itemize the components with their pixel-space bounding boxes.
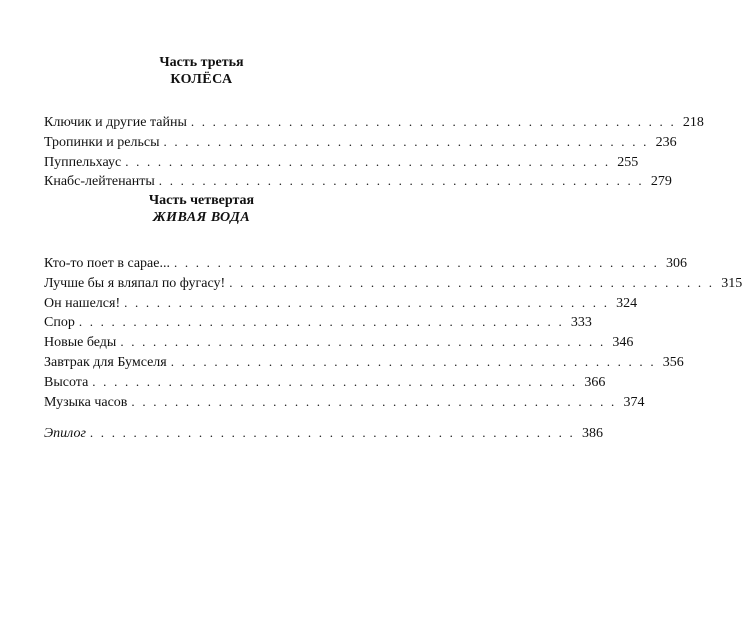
entry-page: 346: [612, 335, 634, 351]
dot-leader: . . . . . . . . . . . . . . . . . . . . . . . . . . . . . . . . . . . . . . . . . . . . .: [92, 373, 578, 389]
entry-page: 315: [721, 275, 742, 291]
entry-title: Тропинки и рельсы: [44, 134, 160, 150]
part-title: КОЛЁСА: [170, 72, 233, 87]
toc-entry: [44, 353, 684, 373]
entry-title: Высота: [44, 374, 89, 390]
dot-leader: . . . . . . . . . . . . . . . . . . . . . . . . . . . . . . . . . . . . . . . . . . . . .: [158, 173, 644, 189]
entry-page: 386: [581, 426, 603, 442]
entry-page: 333: [570, 315, 592, 331]
entry-title: Ключик и другие тайны: [44, 115, 187, 130]
entry-page: 374: [623, 394, 645, 410]
part-heading: Часть третья: [159, 55, 244, 70]
entry-title: Кто-то поет в сарае...: [44, 256, 170, 271]
entry-title: Завтрак для Бумселя: [44, 354, 167, 370]
entry-title: Пуппельхаус: [44, 154, 122, 170]
part-three: [44, 54, 704, 192]
dot-leader: . . . . . . . . . . . . . . . . . . . . . . . . . . . . . . . . . . . . . . . . . . . . .: [131, 393, 617, 409]
entry-page: 279: [650, 174, 672, 190]
entry-page: 236: [655, 134, 677, 150]
entry-page: 366: [584, 374, 606, 390]
dot-leader: . . . . . . . . . . . . . . . . . . . . . . . . . . . . . . . . . . . . . . . . . . . . .: [89, 425, 575, 441]
dot-leader: . . . . . . . . . . . . . . . . . . . . . . . . . . . . . . . . . . . . . . . . . . . . .: [229, 274, 715, 290]
entry-page: 218: [682, 115, 704, 130]
entry-title: Эпилог: [44, 426, 86, 442]
part-heading: Часть четвертая: [148, 193, 255, 208]
entry-title: Спор: [44, 315, 75, 331]
dot-leader: . . . . . . . . . . . . . . . . . . . . . . . . . . . . . . . . . . . . . . . . . . . . .: [120, 334, 606, 350]
toc-entry: [44, 113, 704, 133]
dot-leader: . . . . . . . . . . . . . . . . . . . . . . . . . . . . . . . . . . . . . . . . . . . . .: [173, 255, 660, 270]
dot-leader: . . . . . . . . . . . . . . . . . . . . . . . . . . . . . . . . . . . . . . . . . . . . .: [78, 314, 564, 330]
toc-entry: [44, 393, 645, 413]
entry-title: Лучше бы я вляпал по фугасу!: [44, 275, 226, 291]
toc-entry: [44, 333, 634, 353]
dot-leader: . . . . . . . . . . . . . . . . . . . . . . . . . . . . . . . . . . . . . . . . . . . . .: [163, 133, 649, 149]
entry-page: 324: [616, 295, 638, 311]
entry-page: 306: [666, 256, 688, 271]
entry-title: Новые беды: [44, 335, 117, 351]
dot-leader: . . . . . . . . . . . . . . . . . . . . . . . . . . . . . . . . . . . . . . . . . . . . .: [190, 114, 676, 129]
toc-entry: [44, 373, 606, 393]
part-title: ЖИВАЯ ВОДА: [152, 210, 251, 225]
toc-entry: [44, 254, 688, 274]
entry-title: Музыка часов: [44, 394, 128, 410]
table-of-contents: [44, 254, 742, 444]
table-of-contents: [44, 113, 704, 192]
entry-page: 255: [617, 154, 639, 170]
toc-entry: [44, 274, 742, 294]
entry-page: 356: [662, 354, 684, 370]
toc-entry: [44, 133, 677, 153]
part-four: [44, 192, 742, 444]
entry-title: Он нашелся!: [44, 295, 121, 311]
toc-entry-epilogue: [44, 424, 603, 444]
toc-entry: [44, 172, 672, 192]
toc-entry: [44, 153, 639, 173]
dot-leader: . . . . . . . . . . . . . . . . . . . . . . . . . . . . . . . . . . . . . . . . . . . . .: [124, 294, 610, 310]
dot-leader: . . . . . . . . . . . . . . . . . . . . . . . . . . . . . . . . . . . . . . . . . . . . .: [125, 153, 611, 169]
entry-title: Кнабс-лейтенанты: [44, 174, 155, 190]
dot-leader: . . . . . . . . . . . . . . . . . . . . . . . . . . . . . . . . . . . . . . . . . . . . .: [170, 353, 656, 369]
toc-entry: [44, 313, 592, 333]
toc-entry: [44, 294, 638, 314]
